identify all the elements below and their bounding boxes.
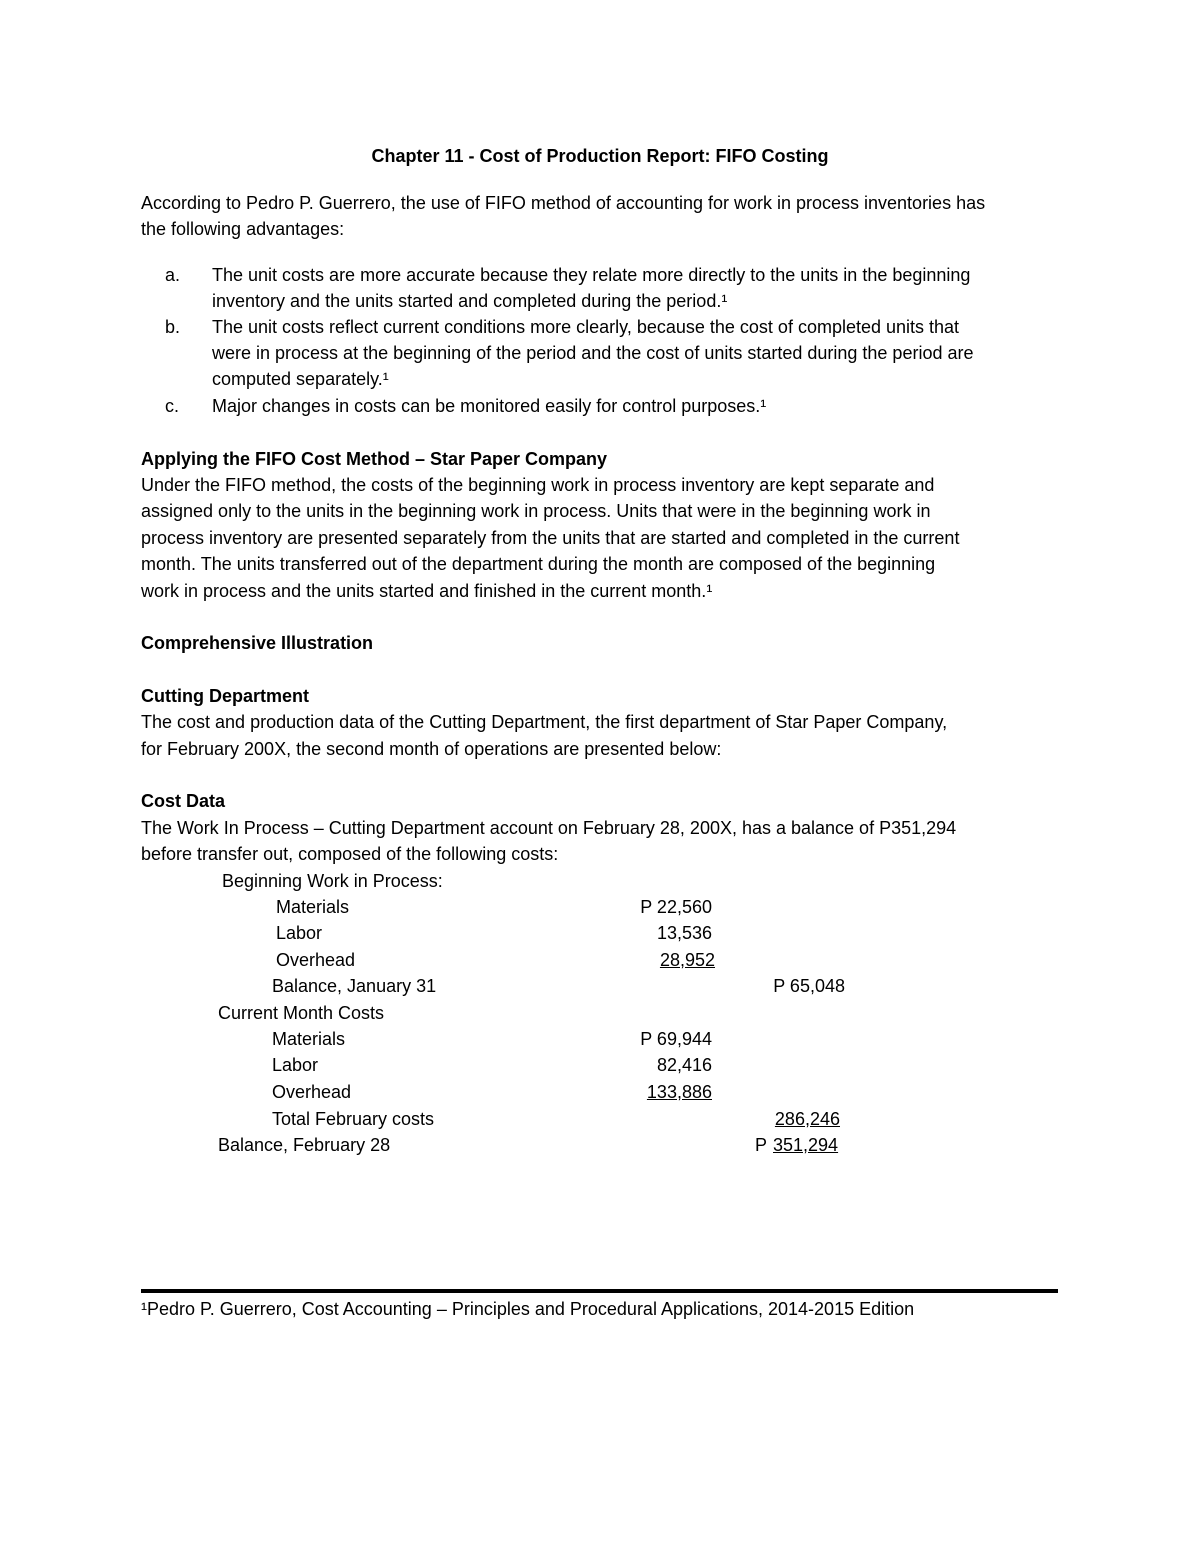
page-title: Chapter 11 - Cost of Production Report: FIFO Costing [371,146,829,166]
footnote-divider [141,1289,1058,1293]
balance-february-value: 351,294 [773,1135,839,1155]
list-item-line: The unit costs reflect current conditions more clearly, because the cost of completed units that [212,317,960,337]
comprehensive-heading: Comprehensive Illustration [141,633,374,653]
total-february-label: Total February costs [272,1109,435,1129]
list-marker: a. [165,265,181,285]
beg-labor-label: Labor [276,923,323,943]
beg-overhead-label: Overhead [276,950,356,970]
list-item-line: were in process at the beginning of the period and the cost of units started during the period are [212,343,974,363]
paragraph-line: The Work In Process – Cutting Department account on February 28, 200X, has a balance of P351,294 [141,818,957,838]
paragraph-line: Under the FIFO method, the costs of the beginning work in process inventory are kept separate and [141,475,935,495]
list-marker: c. [165,396,180,416]
cur-materials-label: Materials [272,1029,346,1049]
paragraph-line: assigned only to the units in the beginning work in process. Units that were in the beginning work in [141,501,931,521]
paragraph-line: month. The units transferred out of the department during the month are composed of the beginning [141,554,936,574]
list-item-line: computed separately.¹ [212,369,389,389]
cur-overhead-value: 133,886 [646,1082,712,1102]
balance-february-currency: P [755,1135,768,1155]
intro-line-2: the following advantages: [141,219,345,239]
balance-january-label: Balance, January 31 [272,976,437,996]
total-february-value: 286,246 [774,1109,840,1129]
cutting-heading: Cutting Department [141,686,309,706]
footnote: ¹Pedro P. Guerrero, Cost Accounting – Principles and Procedural Applications, 2014-2015 Edition [141,1299,915,1319]
cur-labor-value: 82,416 [656,1055,712,1075]
balance-january-value: P 65,048 [773,976,845,996]
paragraph-line: The cost and production data of the Cutting Department, the first department of Star Paper Company, [141,712,948,732]
paragraph-line: for February 200X, the second month of operations are presented below: [141,739,722,759]
current-month-label: Current Month Costs [218,1003,385,1023]
intro-line-1: According to Pedro P. Guerrero, the use of FIFO method of accounting for work in process inventories has [141,193,986,213]
beg-materials-label: Materials [276,897,350,917]
applying-heading: Applying the FIFO Cost Method – Star Paper Company [141,449,608,469]
paragraph-line: work in process and the units started and finished in the current month.¹ [141,581,713,601]
balance-february-label: Balance, February 28 [218,1135,391,1155]
beg-labor-value: 13,536 [656,923,712,943]
list-marker: b. [165,317,181,337]
cur-overhead-label: Overhead [272,1082,352,1102]
beg-materials-value: P 22,560 [640,897,712,917]
list-item-line: The unit costs are more accurate because they relate more directly to the units in the beginning [212,265,971,285]
list-item-line: inventory and the units started and completed during the period.¹ [212,291,728,311]
beg-overhead-value: 28,952 [659,950,715,970]
cost-data-heading: Cost Data [141,791,226,811]
cur-materials-value: P 69,944 [640,1029,712,1049]
list-item-line: Major changes in costs can be monitored easily for control purposes.¹ [212,396,767,416]
paragraph-line: process inventory are presented separately from the units that are started and completed in the current [141,528,960,548]
cur-labor-label: Labor [272,1055,319,1075]
paragraph-line: before transfer out, composed of the following costs: [141,844,559,864]
beginning-wip-label: Beginning Work in Process: [222,871,443,891]
